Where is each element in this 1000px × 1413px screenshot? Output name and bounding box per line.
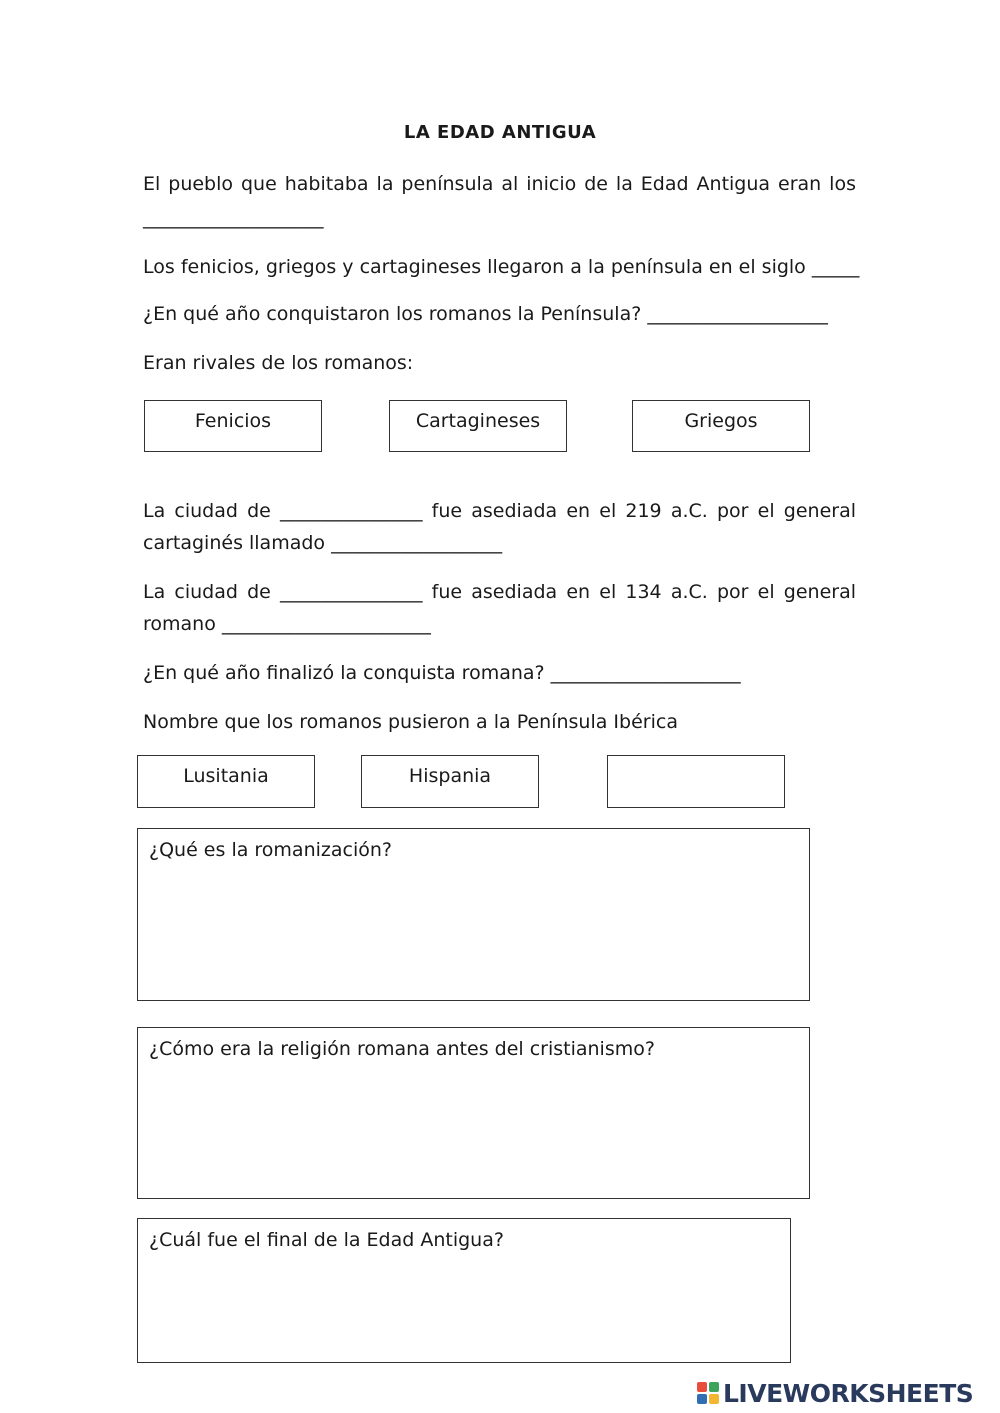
question-5-line-1: La ciudad de _______________ fue asediada en el 219 a.C. por el general	[143, 500, 856, 522]
question-10-text: ¿Cómo era la religión romana antes del cristianismo?	[149, 1038, 655, 1060]
option-hispania[interactable]	[361, 755, 539, 808]
question-4-prompt: Eran rivales de los romanos:	[143, 352, 414, 374]
question-7-text: ¿En qué año finalizó la conquista romana? ____________________	[143, 662, 741, 684]
question-9-answer-box[interactable]	[137, 828, 810, 1001]
question-6-line-2: romano ______________________	[143, 613, 431, 635]
option-lusitania[interactable]	[137, 755, 315, 808]
page-title: LA EDAD ANTIGUA	[403, 122, 597, 143]
question-11-answer-box[interactable]	[137, 1218, 791, 1363]
liveworksheets-logo	[697, 1378, 993, 1408]
logo-mark-icon	[697, 1382, 719, 1404]
option-label: Cartagineses	[415, 410, 541, 432]
question-8-prompt: Nombre que los romanos pusieron a la Península Ibérica	[143, 711, 678, 733]
question-6-line-1: La ciudad de _______________ fue asediada en el 134 a.C. por el general	[143, 581, 856, 603]
option-label: Lusitania	[183, 765, 269, 787]
option-fenicios[interactable]	[144, 400, 322, 452]
option-label: Griegos	[684, 410, 758, 432]
question-11-text: ¿Cuál fue el final de la Edad Antigua?	[149, 1229, 504, 1251]
question-5-line-2: cartaginés llamado __________________	[143, 532, 503, 554]
option-empty-answer[interactable]	[607, 755, 785, 808]
logo-text: LIVEWORKSHEETS	[723, 1378, 974, 1408]
question-10-answer-box[interactable]	[137, 1027, 810, 1199]
question-1-text: El pueblo que habitaba la península al inicio de la Edad Antigua eran los	[143, 173, 856, 195]
option-label: Fenicios	[194, 410, 272, 432]
question-1-answer-blank[interactable]: ___________________	[143, 207, 324, 229]
option-griegos[interactable]	[632, 400, 810, 452]
option-cartagineses[interactable]	[389, 400, 567, 452]
question-2-text: Los fenicios, griegos y cartagineses llegaron a la península en el siglo _____	[143, 256, 860, 278]
question-9-text: ¿Qué es la romanización?	[149, 839, 392, 861]
option-label: Hispania	[408, 765, 492, 787]
question-3-text: ¿En qué año conquistaron los romanos la Península? ___________________	[143, 303, 828, 325]
